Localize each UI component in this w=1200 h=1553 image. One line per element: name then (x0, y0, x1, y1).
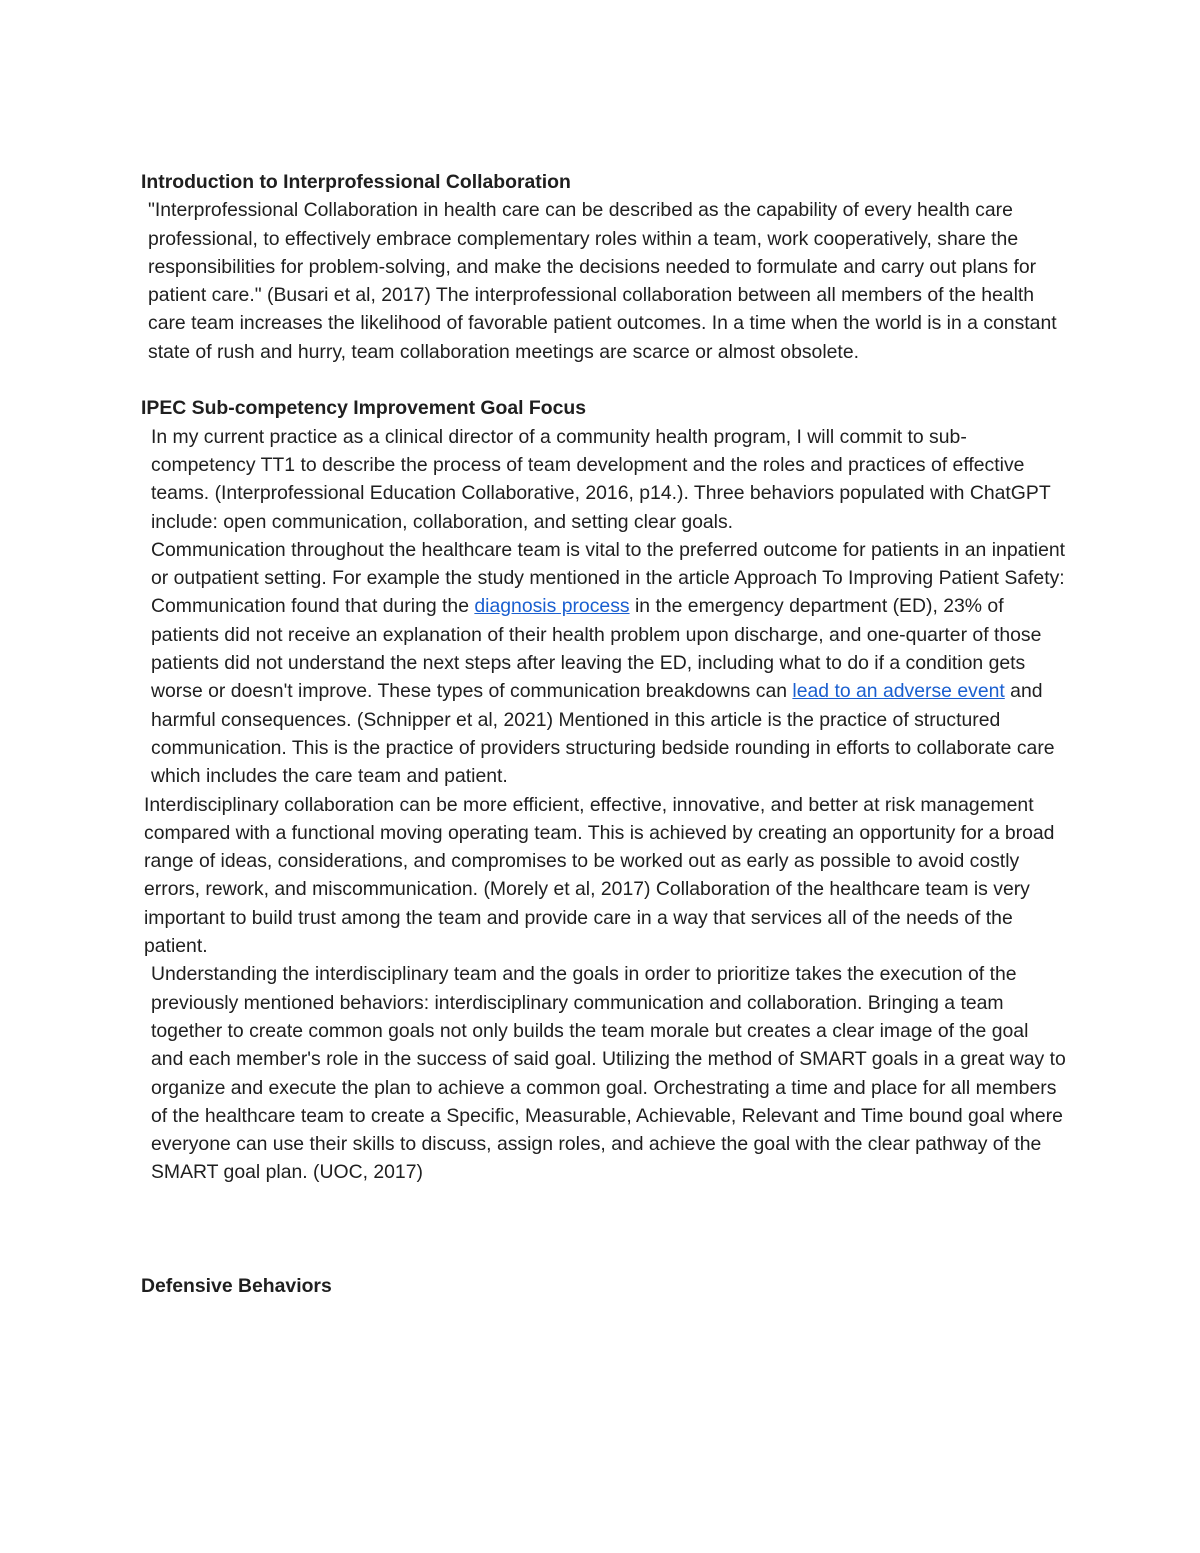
paragraph-communication-text-3: and harmful consequences. (Schnipper et al, 2021) Mentioned in this article is the practice of structured communication. This is the practice of providers structuring bedside rounding in efforts to collaborate care which includes the care team and patient. (151, 680, 1055, 788)
link-diagnosis-process[interactable]: diagnosis process (474, 595, 630, 618)
paragraph-interdisciplinary-collaboration: Interdisciplinary collaboration can be more efficient, effective, innovative, and better at risk management compared with a functional moving operating team. This is achieved by creating an opportunity for a broad range of ideas, considerations, and compromises to be worked out as early as possible to avoid costly errors, rework, and miscommunication. (Morely et al, 2017) Collaboration of the healthcare team is very important to build trust among the team and provide care in a way that services all of the needs of the patient. (144, 793, 1055, 958)
spacer (141, 366, 1066, 394)
paragraph-communication-text-1: Communication throughout the healthcare team is vital to the preferred outcome for patients in an inpatient or outpatient setting. For example the study mentioned in the article Approach To Improving Patient Safety: Communication found that during the (151, 538, 1066, 618)
spacer (141, 1243, 1066, 1271)
spacer (141, 1187, 1066, 1215)
link-adverse-event[interactable]: lead to an adverse event (792, 680, 1005, 703)
spacer (141, 1215, 1066, 1243)
paragraph-current-practice: In my current practice as a clinical director of a community health program, I will commit to sub-competency TT1 to describe the process of team development and the roles and practices of effective teams. (Interprofessional Education Collaborative, 2016, p14.). Three behaviors populated with ChatGPT include: open communication, collaboration, and setting clear goals. (151, 425, 1051, 533)
heading-introduction: Introduction to Interprofessional Collaboration (141, 171, 571, 193)
paragraph-communication (141, 536, 1066, 791)
paragraph-smart-goals: Understanding the interdisciplinary team and the goals in order to prioritize takes the execution of the previously mentioned behaviors: interdisciplinary communication and collaboration. Bringing a team together to create common goals not only builds the team morale but creates a clear image of the goal and each member's role in the success of said goal. Utilizing the method of SMART goals in a great way to organize and execute the plan to achieve a common goal. Orchestrating a time and place for all members of the healthcare team to create a Specific, Measurable, Achievable, Relevant and Time bound goal where everyone can use their skills to discuss, assign roles, and achieve the goal with the clear pathway of the SMART goal plan. (UOC, 2017) (151, 963, 1066, 1184)
document-body (141, 168, 1066, 1300)
heading-defensive-behaviors: Defensive Behaviors (141, 1274, 332, 1297)
paragraph-introduction: "Interprofessional Collaboration in health care can be described as the capability of every health care professional, to effectively embrace complementary roles within a team, work cooperatively, share the responsibilities for problem-solving, and make the decisions needed to formulate and carry out plans for patient care." (Busari et al, 2017) The interprofessional collaboration between all members of the health care team increases the likelihood of favorable patient outcomes. In a time when the world is in a constant state of rush and hurry, team collaboration meetings are scarce or almost obsolete. (148, 199, 1057, 363)
paragraph-communication-text-2: in the emergency department (ED), 23% of patients did not receive an explanation of their health problem upon discharge, and one-quarter of those patients did not understand the next steps after leaving the ED, including what to do if a condition gets worse or doesn't improve. These types of communication breakdowns can (151, 595, 1042, 703)
heading-ipec-goal-focus: IPEC Sub-competency Improvement Goal Focus (141, 397, 586, 420)
